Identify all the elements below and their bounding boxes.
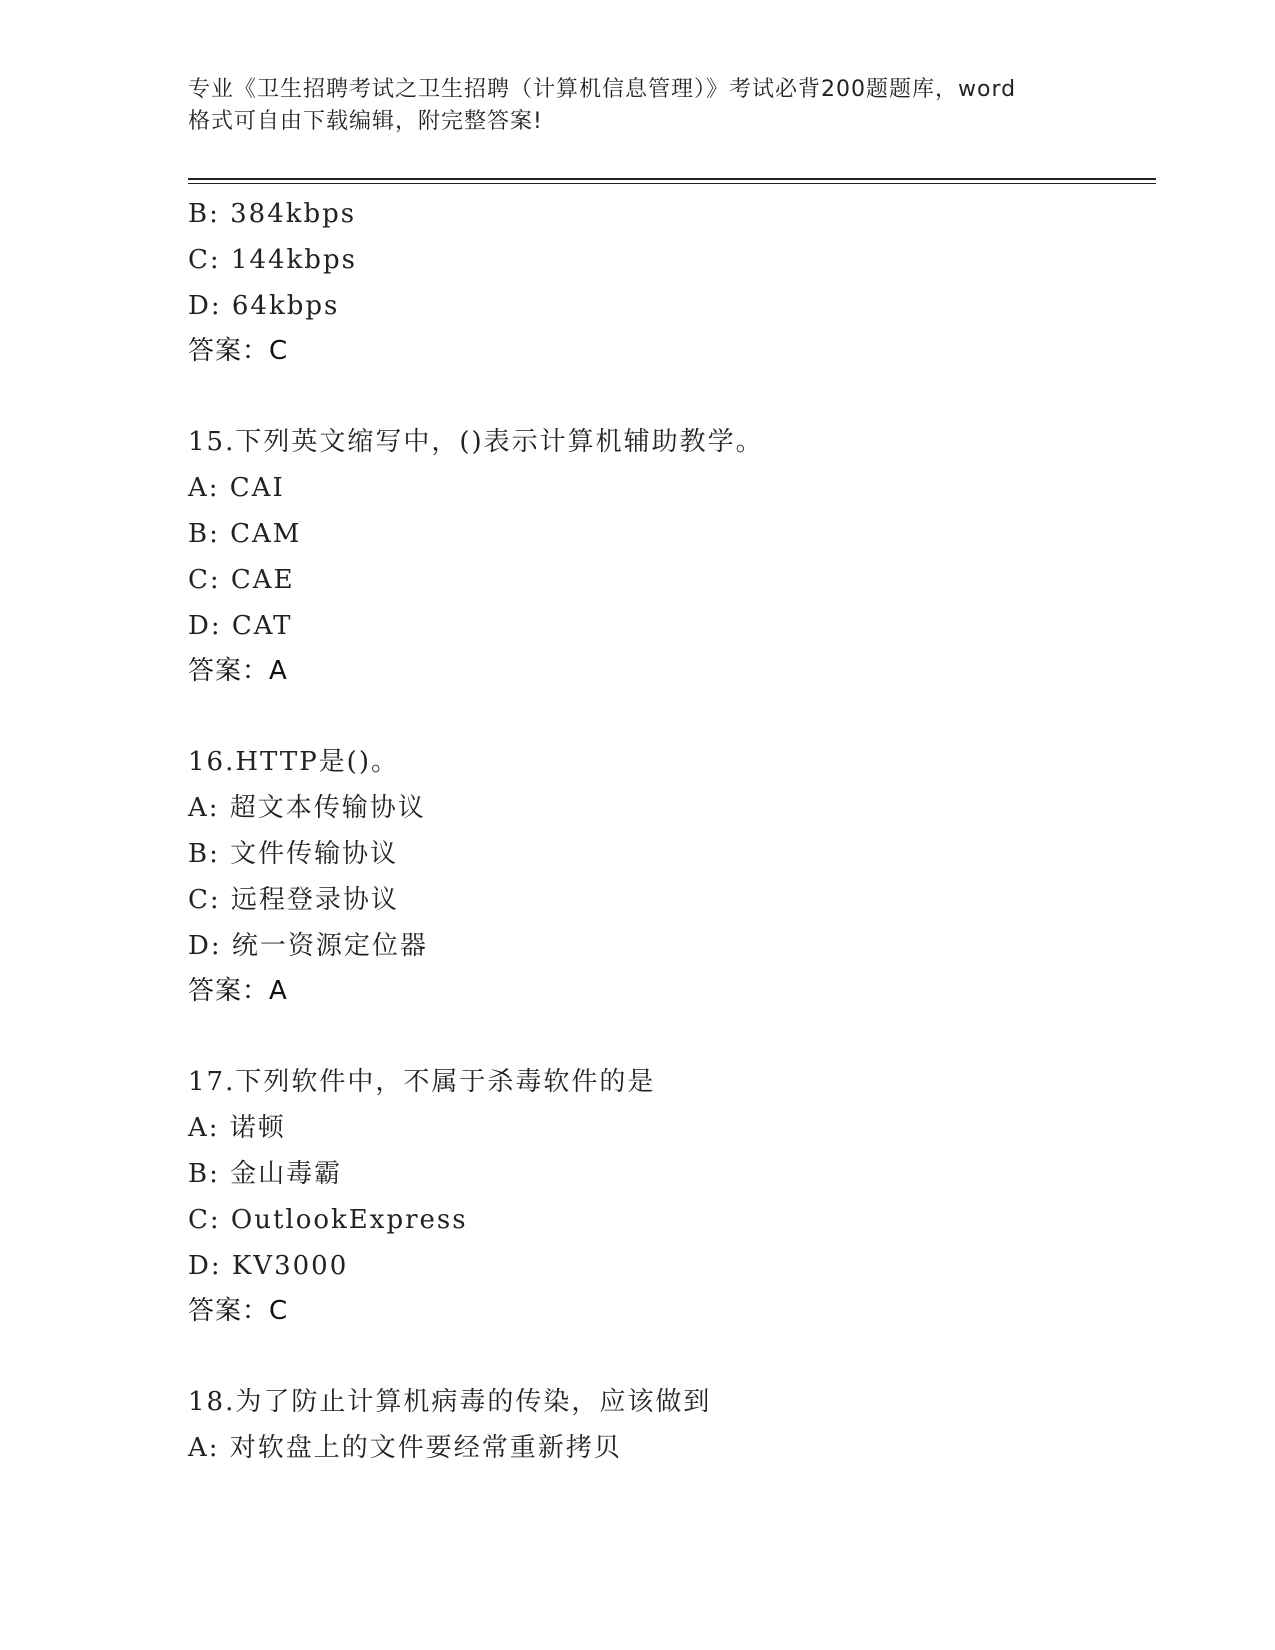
question-17 <box>188 1059 1156 1333</box>
option-c: C: 远程登录协议 <box>188 885 399 915</box>
question-18 <box>188 1379 1156 1471</box>
option-b: B: 384kbps <box>188 199 357 229</box>
answer-line: 答案：A <box>188 976 288 1006</box>
answer-line: 答案：A <box>188 656 288 686</box>
question-title: 15.下列英文缩写中，()表示计算机辅助教学。 <box>188 427 764 457</box>
document-header <box>188 74 1088 138</box>
header-line-2: 格式可自由下载编辑，附完整答案! <box>188 109 543 134</box>
spacer <box>188 373 1156 419</box>
question-title: 16.HTTP是()。 <box>188 747 399 777</box>
question-list <box>188 191 1156 1471</box>
option-a: A: 超文本传输协议 <box>188 793 426 823</box>
option-b: B: 金山毒霸 <box>188 1159 343 1189</box>
spacer <box>188 1013 1156 1059</box>
option-b: B: 文件传输协议 <box>188 839 399 869</box>
spacer <box>188 1333 1156 1379</box>
option-c: C: CAE <box>188 565 295 595</box>
option-a: A: CAI <box>188 473 285 503</box>
option-d: D: 64kbps <box>188 291 340 321</box>
option-c: C: OutlookExpress <box>188 1205 468 1235</box>
question-14-fragment <box>188 191 1156 373</box>
option-c: C: 144kbps <box>188 245 357 275</box>
option-a: A: 对软盘上的文件要经常重新拷贝 <box>188 1433 622 1463</box>
option-d: D: KV3000 <box>188 1251 349 1281</box>
question-15 <box>188 419 1156 693</box>
option-b: B: CAM <box>188 519 302 549</box>
header-divider-thin <box>188 183 1156 184</box>
header-divider-thick <box>188 178 1156 180</box>
answer-line: 答案：C <box>188 1296 289 1326</box>
header-line-1: 专业《卫生招聘考试之卫生招聘（计算机信息管理）》考试必背200题题库，word <box>188 77 1017 102</box>
option-d: D: CAT <box>188 611 293 641</box>
option-d: D: 统一资源定位器 <box>188 931 428 961</box>
spacer <box>188 693 1156 739</box>
answer-line: 答案：C <box>188 336 289 366</box>
question-16 <box>188 739 1156 1013</box>
question-title: 17.下列软件中，不属于杀毒软件的是 <box>188 1067 656 1097</box>
question-title: 18.为了防止计算机病毒的传染，应该做到 <box>188 1387 712 1417</box>
option-a: A: 诺顿 <box>188 1113 286 1143</box>
